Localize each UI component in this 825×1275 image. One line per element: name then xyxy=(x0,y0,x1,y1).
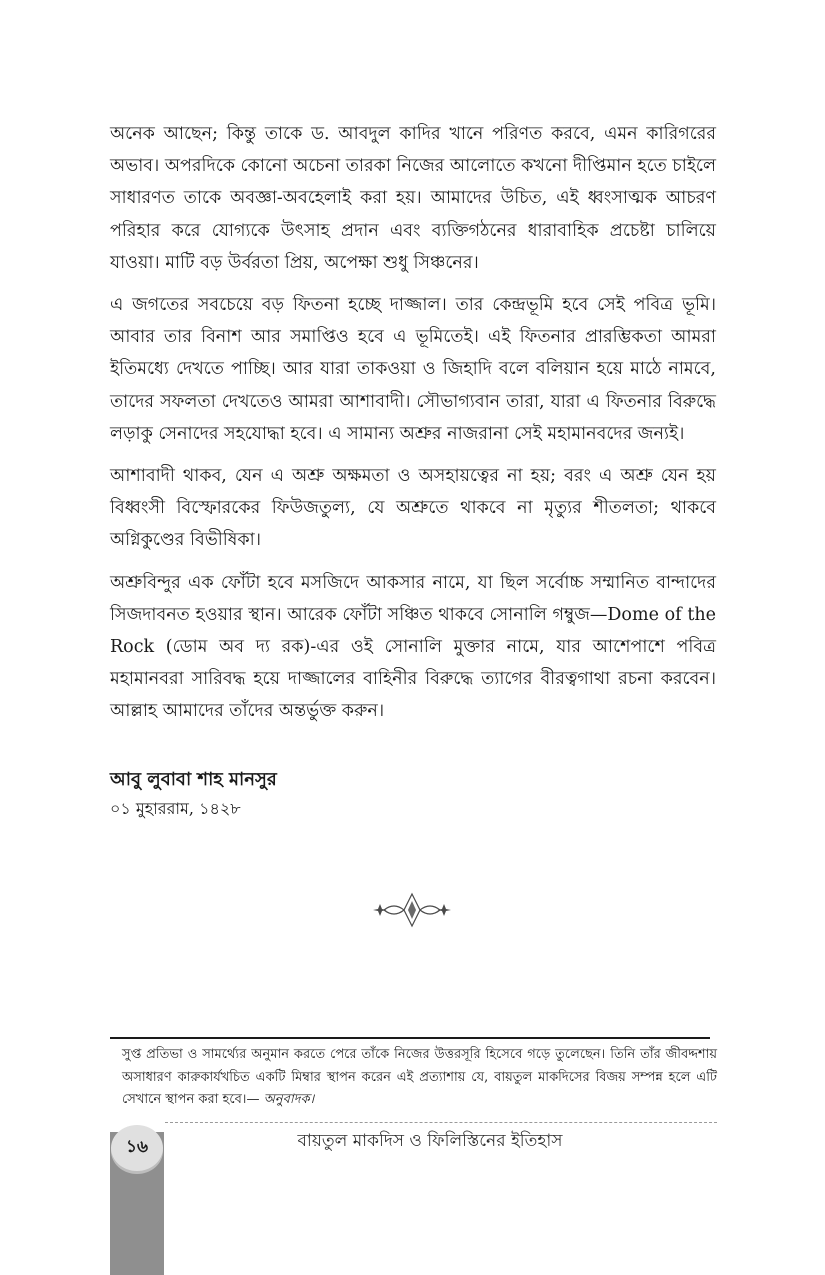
signature-date: ০১ মুহাররাম, ১৪২৮ xyxy=(110,799,241,818)
diamond-flourish-icon xyxy=(368,890,456,930)
paragraph-3: আশাবাদী থাকব, যেন এ অশ্রু অক্ষমতা ও অসহায়ত্বের না হয়; বরং এ অশ্রু যেন হয় বিধ্বংসী বিস্ফোরকের ফিউজতুল্য, যে অশ্রুতে থাকবে না মৃত্যুর শীতলতা; থাকবে অগ্নিকুণ্ডের বিভীষিকা। xyxy=(110,466,716,551)
paragraph-4: অশ্রুবিন্দুর এক ফোঁটা হবে মসজিদে আকসার নামে, যা ছিল সর্বোচ্চ সম্মানিত বান্দাদের সিজদাবনত হওয়ার স্থান। আরেক ফোঁটা সঞ্চিত থাকবে সোনালি গম্বুজ—Dome of the Rock (ডোম অব দ্য রক)-এর ওই সোনালি মুক্তার নামে, যার আশেপাশে পবিত্র মহামানবরা সারিবদ্ধ হয়ে দাজ্জালের বাহিনীর বিরুদ্ধে ত্যাগের বীরত্বগাথা রচনা করবেন। আল্লাহ আমাদের তাঁদের অন্তর্ভুক্ত করুন। xyxy=(110,572,716,722)
footnote-credit: অনুবাদক। xyxy=(263,1092,315,1107)
footnote-divider xyxy=(110,1037,710,1039)
paragraph-1: অনেক আছেন; কিন্তু তাকে ড. আবদুল কাদির খানে পরিণত করবে, এমন কারিগরের অভাব। অপরদিকে কোনো অচেনা তারকা নিজের আলোতে কখনো দীপ্তিমান হতে চাইলে সাধারণত তাকে অবজ্ঞা-অবহেলাই করা হয়। আমাদের উচিত, এই ধ্বংসাত্মক আচরণ পরিহার করে যোগ্যকে উৎসাহ প্রদান এবং ব্যক্তিগঠনের ধারাবাহিক প্রচেষ্টা চালিয়ে যাওয়া। মাটি বড় উর্বরতা প্রিয়, অপেক্ষা শুধু সিঞ্চনের। xyxy=(110,124,716,273)
body-text xyxy=(110,118,716,738)
footer-dashed-rule xyxy=(165,1122,717,1123)
running-title: বায়তুল মাকদিস ও ফিলিস্তিনের ইতিহাস xyxy=(297,1131,563,1151)
footnote xyxy=(122,1044,717,1112)
author-name: আবু লুবাবা শাহ মানসুর xyxy=(110,769,277,790)
footnote-text: সুপ্ত প্রতিভা ও সামর্থ্যের অনুমান করতে পেরে তাঁকে নিজের উত্তরসূরি হিসেবে গড়ে তুলেছেন। তিনি তাঁর জীবদ্দশায় অসাধারণ কারুকার্যখচিত একটি মিম্বার স্থাপন করেন এই প্রত্যাশায় যে, বায়তুল মাকদিসের বিজয় সম্পন্ন হলে এটি সেখানে স্থাপন করা হবে।— xyxy=(122,1047,717,1107)
paragraph-2: এ জগতের সবচেয়ে বড় ফিতনা হচ্ছে দাজ্জাল। তার কেন্দ্রভূমি হবে সেই পবিত্র ভূমি। আবার তার বিনাশ আর সমাপ্তিও হবে এ ভূমিতেই। এই ফিতনার প্রারম্ভিকতা আমরা ইতিমধ্যে দেখতে পাচ্ছি। আর যারা তাকওয়া ও জিহাদি বলে বলিয়ান হয়ে মাঠে নামবে, তাদের সফলতা দেখতেও আমরা আশাবাদী। সৌভাগ্যবান তারা, যারা এ ফিতনার বিরুদ্ধে লড়াকু সেনাদের সহযোদ্ধা হবে। এ সামান্য অশ্রুর নাজরানা সেই মহামানবদের জন্যই। xyxy=(110,295,716,444)
page-number: ১৬ xyxy=(111,1125,163,1171)
